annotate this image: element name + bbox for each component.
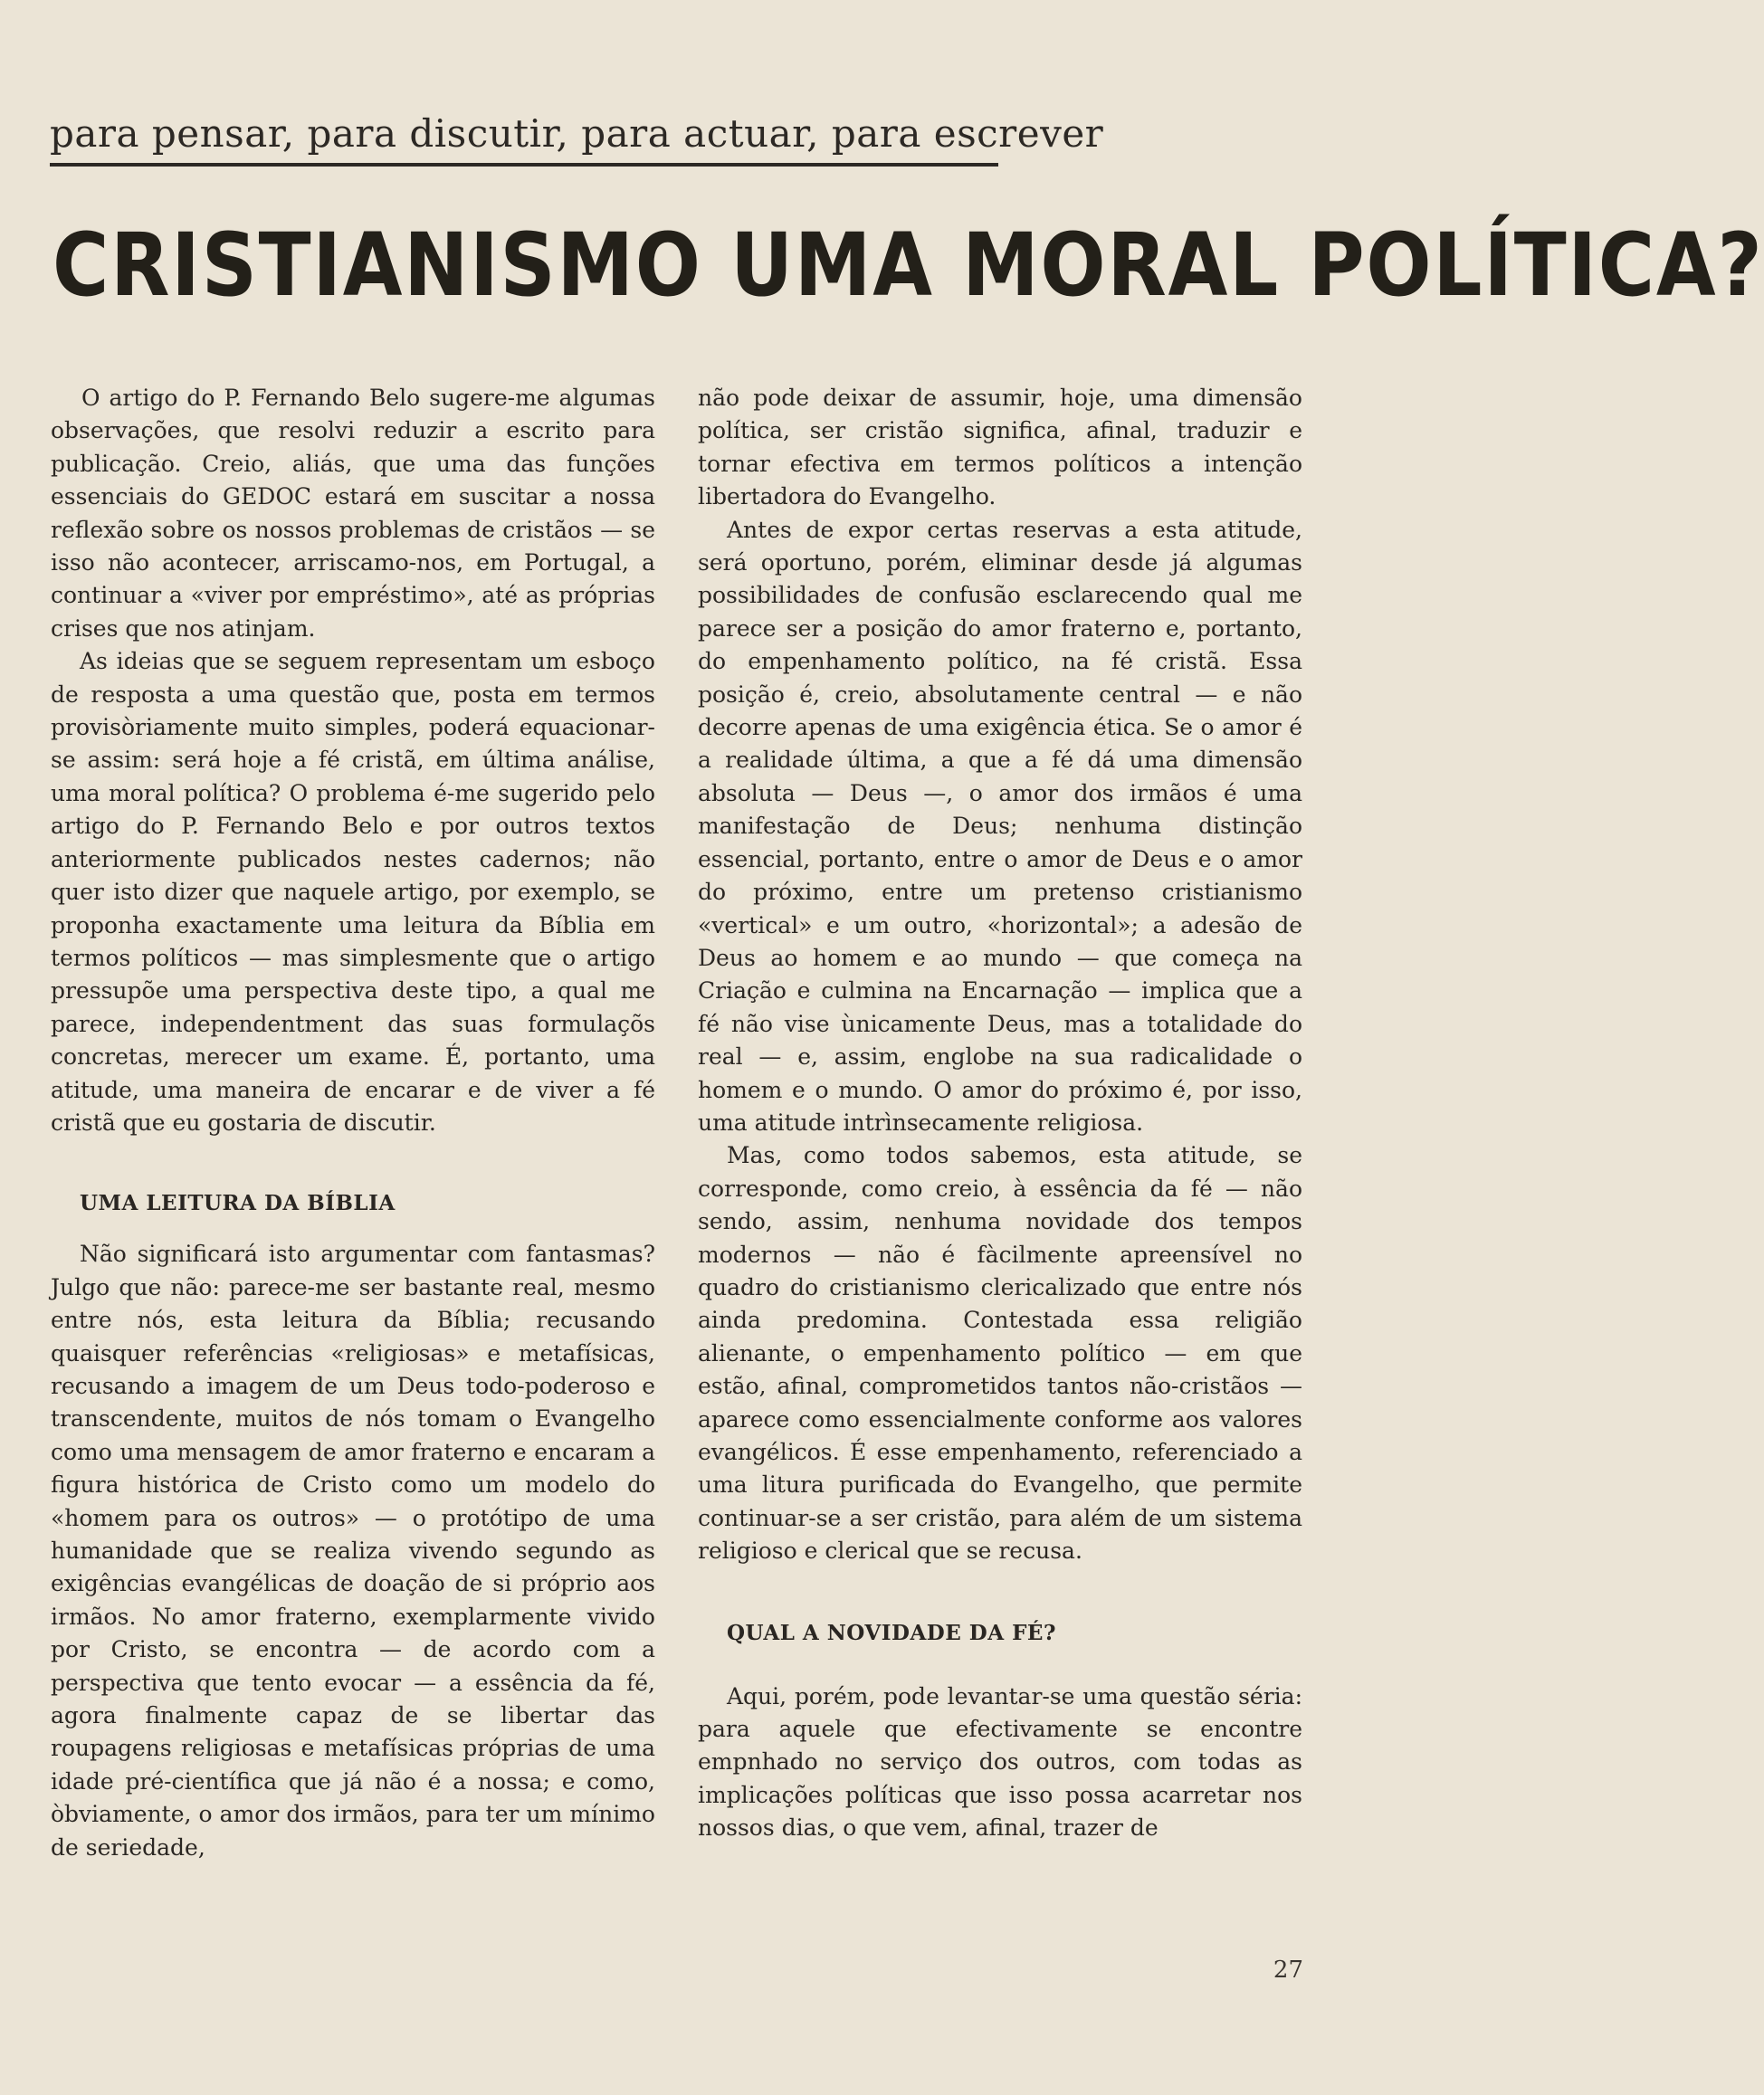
paragraph: Mas, como todos sabemos, esta atitude, se corresponde, como creio, à essência da fé — não sendo, assim, nenhuma novidade dos tempos modernos — não é fàcilmente apreensível no quadro do cristianismo clericalizado que entre nós ainda predomina. Contestada essa religião alienante, o empenhamento político — em que estão, afinal, comprometidos tantos não-cristãos — aparece como essencialmente conforme aos valores evangélicos. É esse empenhamento, referenciado a uma litura purificada do Evangelho, que permite continuar-se a ser cristão, para além de um sistema religioso e clerical que se recusa. [698,1142,1302,1565]
paragraph: Aqui, porém, pode levantar-se uma questão séria: para aquele que efectivamente se encontre empnhado no serviço dos outros, com todas as implicações políticas que isso possa acarretar nos nossos dias, o que vem, afinal, trazer de [698,1682,1302,1842]
section-kicker: para pensar, para discutir, para actuar, para escrever [50,111,1104,156]
page-number: 27 [1273,1957,1303,1984]
kicker-underline [50,163,998,167]
article-title: CRISTIANISMO UMA MORAL POLÍTICA? [52,214,1764,316]
paragraph: não pode deixar de assumir, hoje, uma dimensão política, ser cristão significa, afinal, traduzir e tornar efectiva em termos políticos a intenção libertadora do Evangelho. [698,385,1302,510]
left-column [51,382,655,1864]
paragraph: As ideias que se seguem representam um esboço de resposta a uma questão que, posta em termos provisòriamente muito simples, poderá equacionar-se assim: será hoje a fé cristã, em última análise, uma moral política? O problema é-me sugerido pelo artigo do P. Fernando Belo e por outros textos anteriormente publicados nestes cadernos; não quer isto dizer que naquele artigo, por exemplo, se proponha exactamente uma leitura da Bíblia em termos políticos — mas simplesmente que o artigo pressupõe uma perspectiva deste tipo, a qual me parece, independentment das suas formulaçõs concretas, merecer um exame. É, portanto, uma atitude, uma maneira de encarar e de viver a fé cristã que eu gostaria de discutir. [51,648,655,1136]
paragraph: O artigo do P. Fernando Belo sugere-me algumas observações, que resolvi reduzir a escrito para publicação. Creio, aliás, que uma das funções essenciais do GEDOC estará em suscitar a nossa reflexão sobre os nossos problemas de cristãos — se isso não acontecer, arriscamo-nos, em Portugal, a continuar a «viver por empréstimo», até as próprias crises que nos atinjam. [51,385,655,642]
right-column [698,382,1302,1845]
paragraph: Não significará isto argumentar com fantasmas? Julgo que não: parece-me ser bastante real, mesmo entre nós, esta leitura da Bíblia; recusando quaisquer referências «religiosas» e metafísicas, recusando a imagem de um Deus todo-poderoso e transcendente, muitos de nós tomam o Evangelho como uma mensagem de amor fraterno e encaram a figura histórica de Cristo como um modelo do «homem para os outros» — o protótipo de uma humanidade que se realiza vivendo segundo as exigências evangélicas de doação de si próprio aos irmãos. No amor fraterno, exemplarmente vivido por Cristo, se encontra — de acordo com a perspectiva que tento evocar — a essência da fé, agora finalmente capaz de se libertar das roupagens religiosas e metafísicas próprias de uma idade pré-científica que já não é a nossa; e como, òbviamente, o amor dos irmãos, para ter um mínimo de seriedade, [51,1241,655,1861]
paragraph: Antes de expor certas reservas a esta atitude, será oportuno, porém, eliminar desde já algumas possibilidades de confusão esclarecendo qual me parece ser a posição do amor fraterno e, portanto, do empenhamento político, na fé cristã. Essa posição é, creio, absolutamente central — e não decorre apenas de uma exigência ética. Se o amor é a realidade última, a que a fé dá uma dimensão absoluta — Deus —, o amor dos irmãos é uma manifestação de Deus; nenhuma distinção essencial, portanto, entre o amor de Deus e o amor do próximo, entre um pretenso cristianismo «vertical» e um outro, «horizontal»; a adesão de Deus ao homem e ao mundo — que começa na Criação e culmina na Encarnação — implica que a fé não vise ùnicamente Deus, mas a totalidade do real — e, assim, englobe na sua radicalidade o homem e o mundo. O amor do próximo é, por isso, uma atitude intrìnsecamente religiosa. [698,516,1302,1136]
section-heading: UMA LEITURA DA BÍBLIA [80,1191,396,1216]
section-heading: QUAL A NOVIDADE DA FÉ? [727,1620,1056,1645]
